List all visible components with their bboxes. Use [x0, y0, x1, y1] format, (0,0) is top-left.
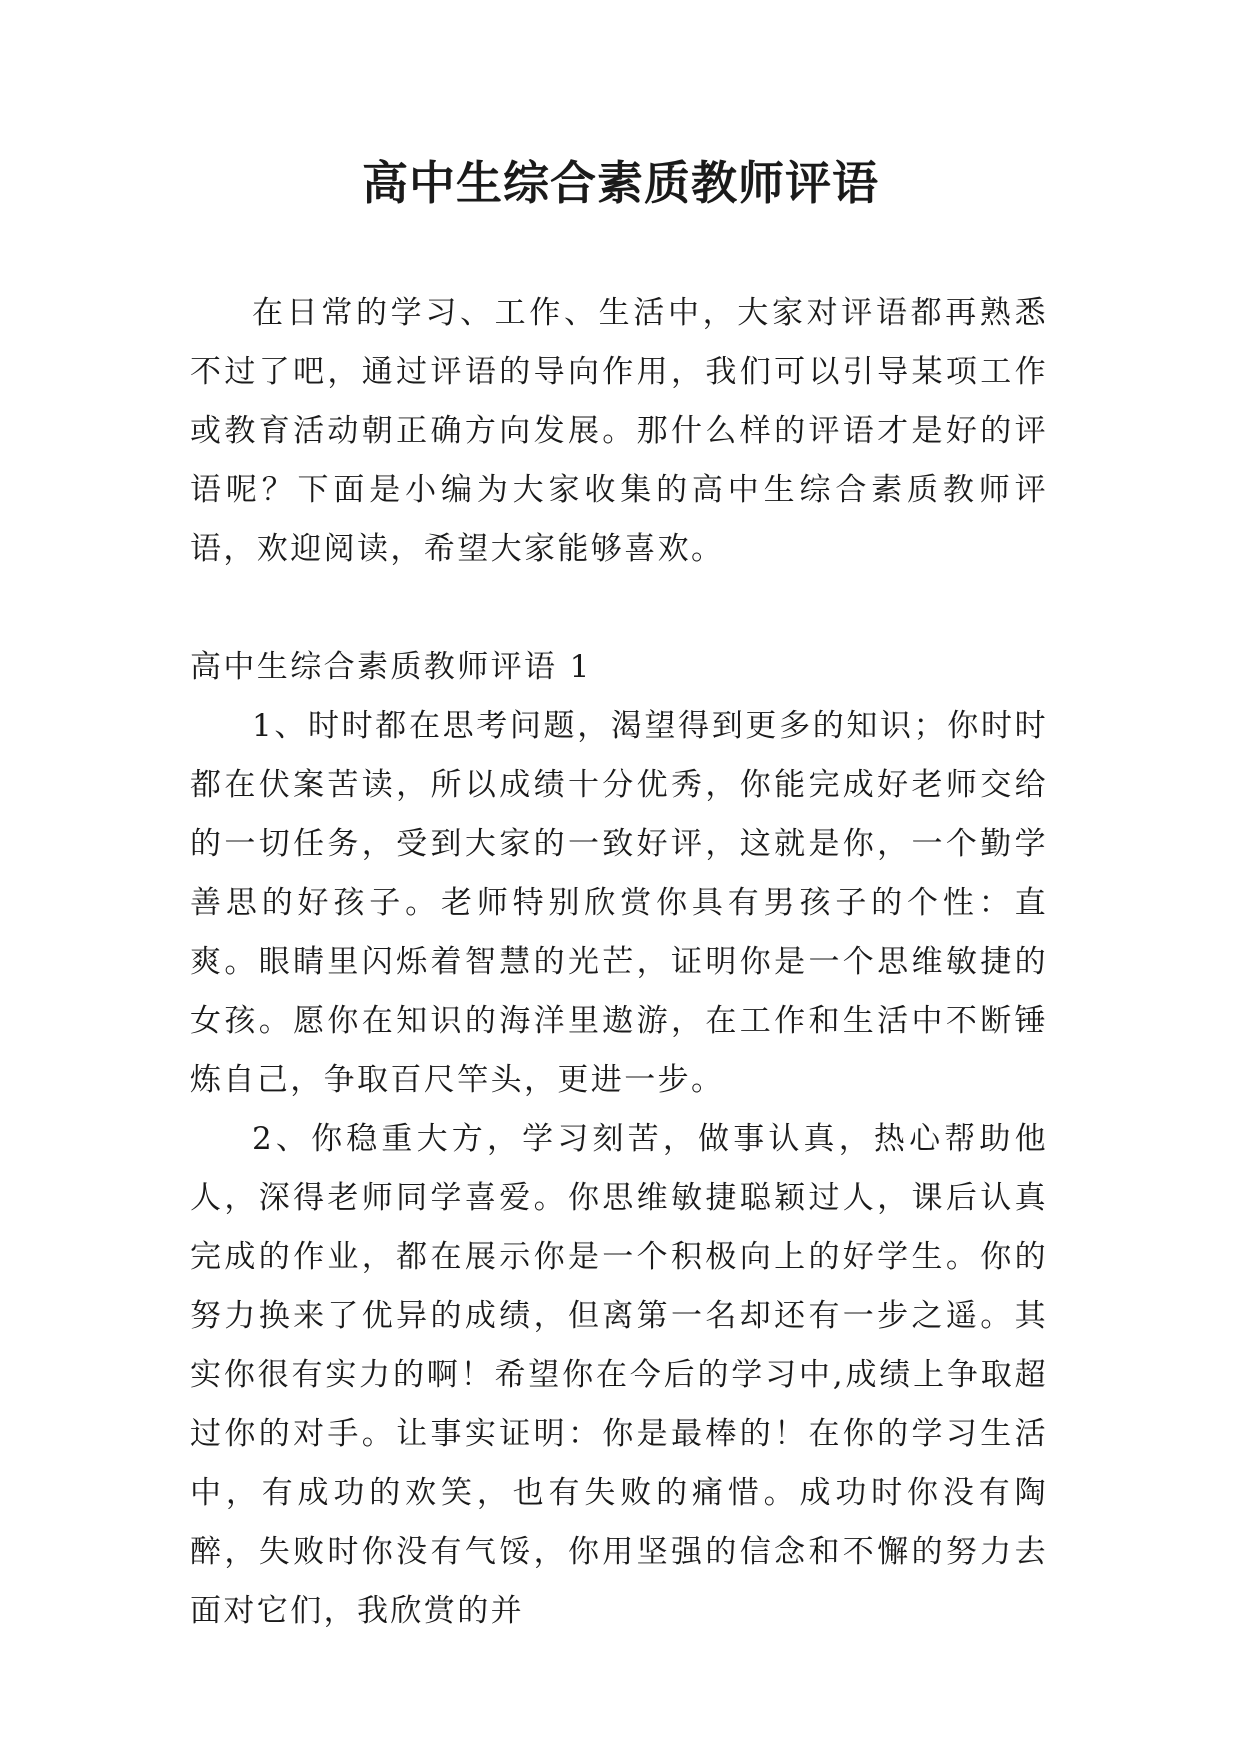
document-title: 高中生综合素质教师评语 [362, 156, 879, 210]
comment-item-1: 1、时时都在思考问题，渴望得到更多的知识；你时时都在伏案苦读，所以成绩十分优秀，你能完成好老师交给的一切任务，受到大家的一致好评，这就是你，一个勤学善思的好孩子。老师特别欣赏你具有男孩子的个性：直爽。眼睛里闪烁着智慧的光芒，证明你是一个思维敏捷的女孩。愿你在知识的海洋里遨游，在工作和生活中不断锤炼自己，争取百尺竿头，更进一步。 [190, 708, 1048, 1098]
comment-item-2: 2、你稳重大方，学习刻苦，做事认真，热心帮助他人，深得老师同学喜爱。你思维敏捷聪颖过人，课后认真完成的作业，都在展示你是一个积极向上的好学生。你的努力换来了优异的成绩，但离第一名却还有一步之遥。其实你很有实力的啊！希望你在今后的学习中,成绩上争取超过你的对手。让事实证明：你是最棒的！在你的学习生活中，有成功的欢笑，也有失败的痛惜。成功时你没有陶醉，失败时你没有气馁，你用坚强的信念和不懈的努力去面对它们，我欣赏的并 [190, 1121, 1048, 1629]
section-heading: 高中生综合素质教师评语 1 [190, 649, 592, 685]
intro-paragraph: 在日常的学习、工作、生活中，大家对评语都再熟悉不过了吧，通过评语的导向作用，我们可以引导某项工作或教育活动朝正确方向发展。那什么样的评语才是好的评语呢？下面是小编为大家收集的高中生综合素质教师评语，欢迎阅读，希望大家能够喜欢。 [190, 295, 1048, 567]
document-body [190, 284, 1048, 1641]
